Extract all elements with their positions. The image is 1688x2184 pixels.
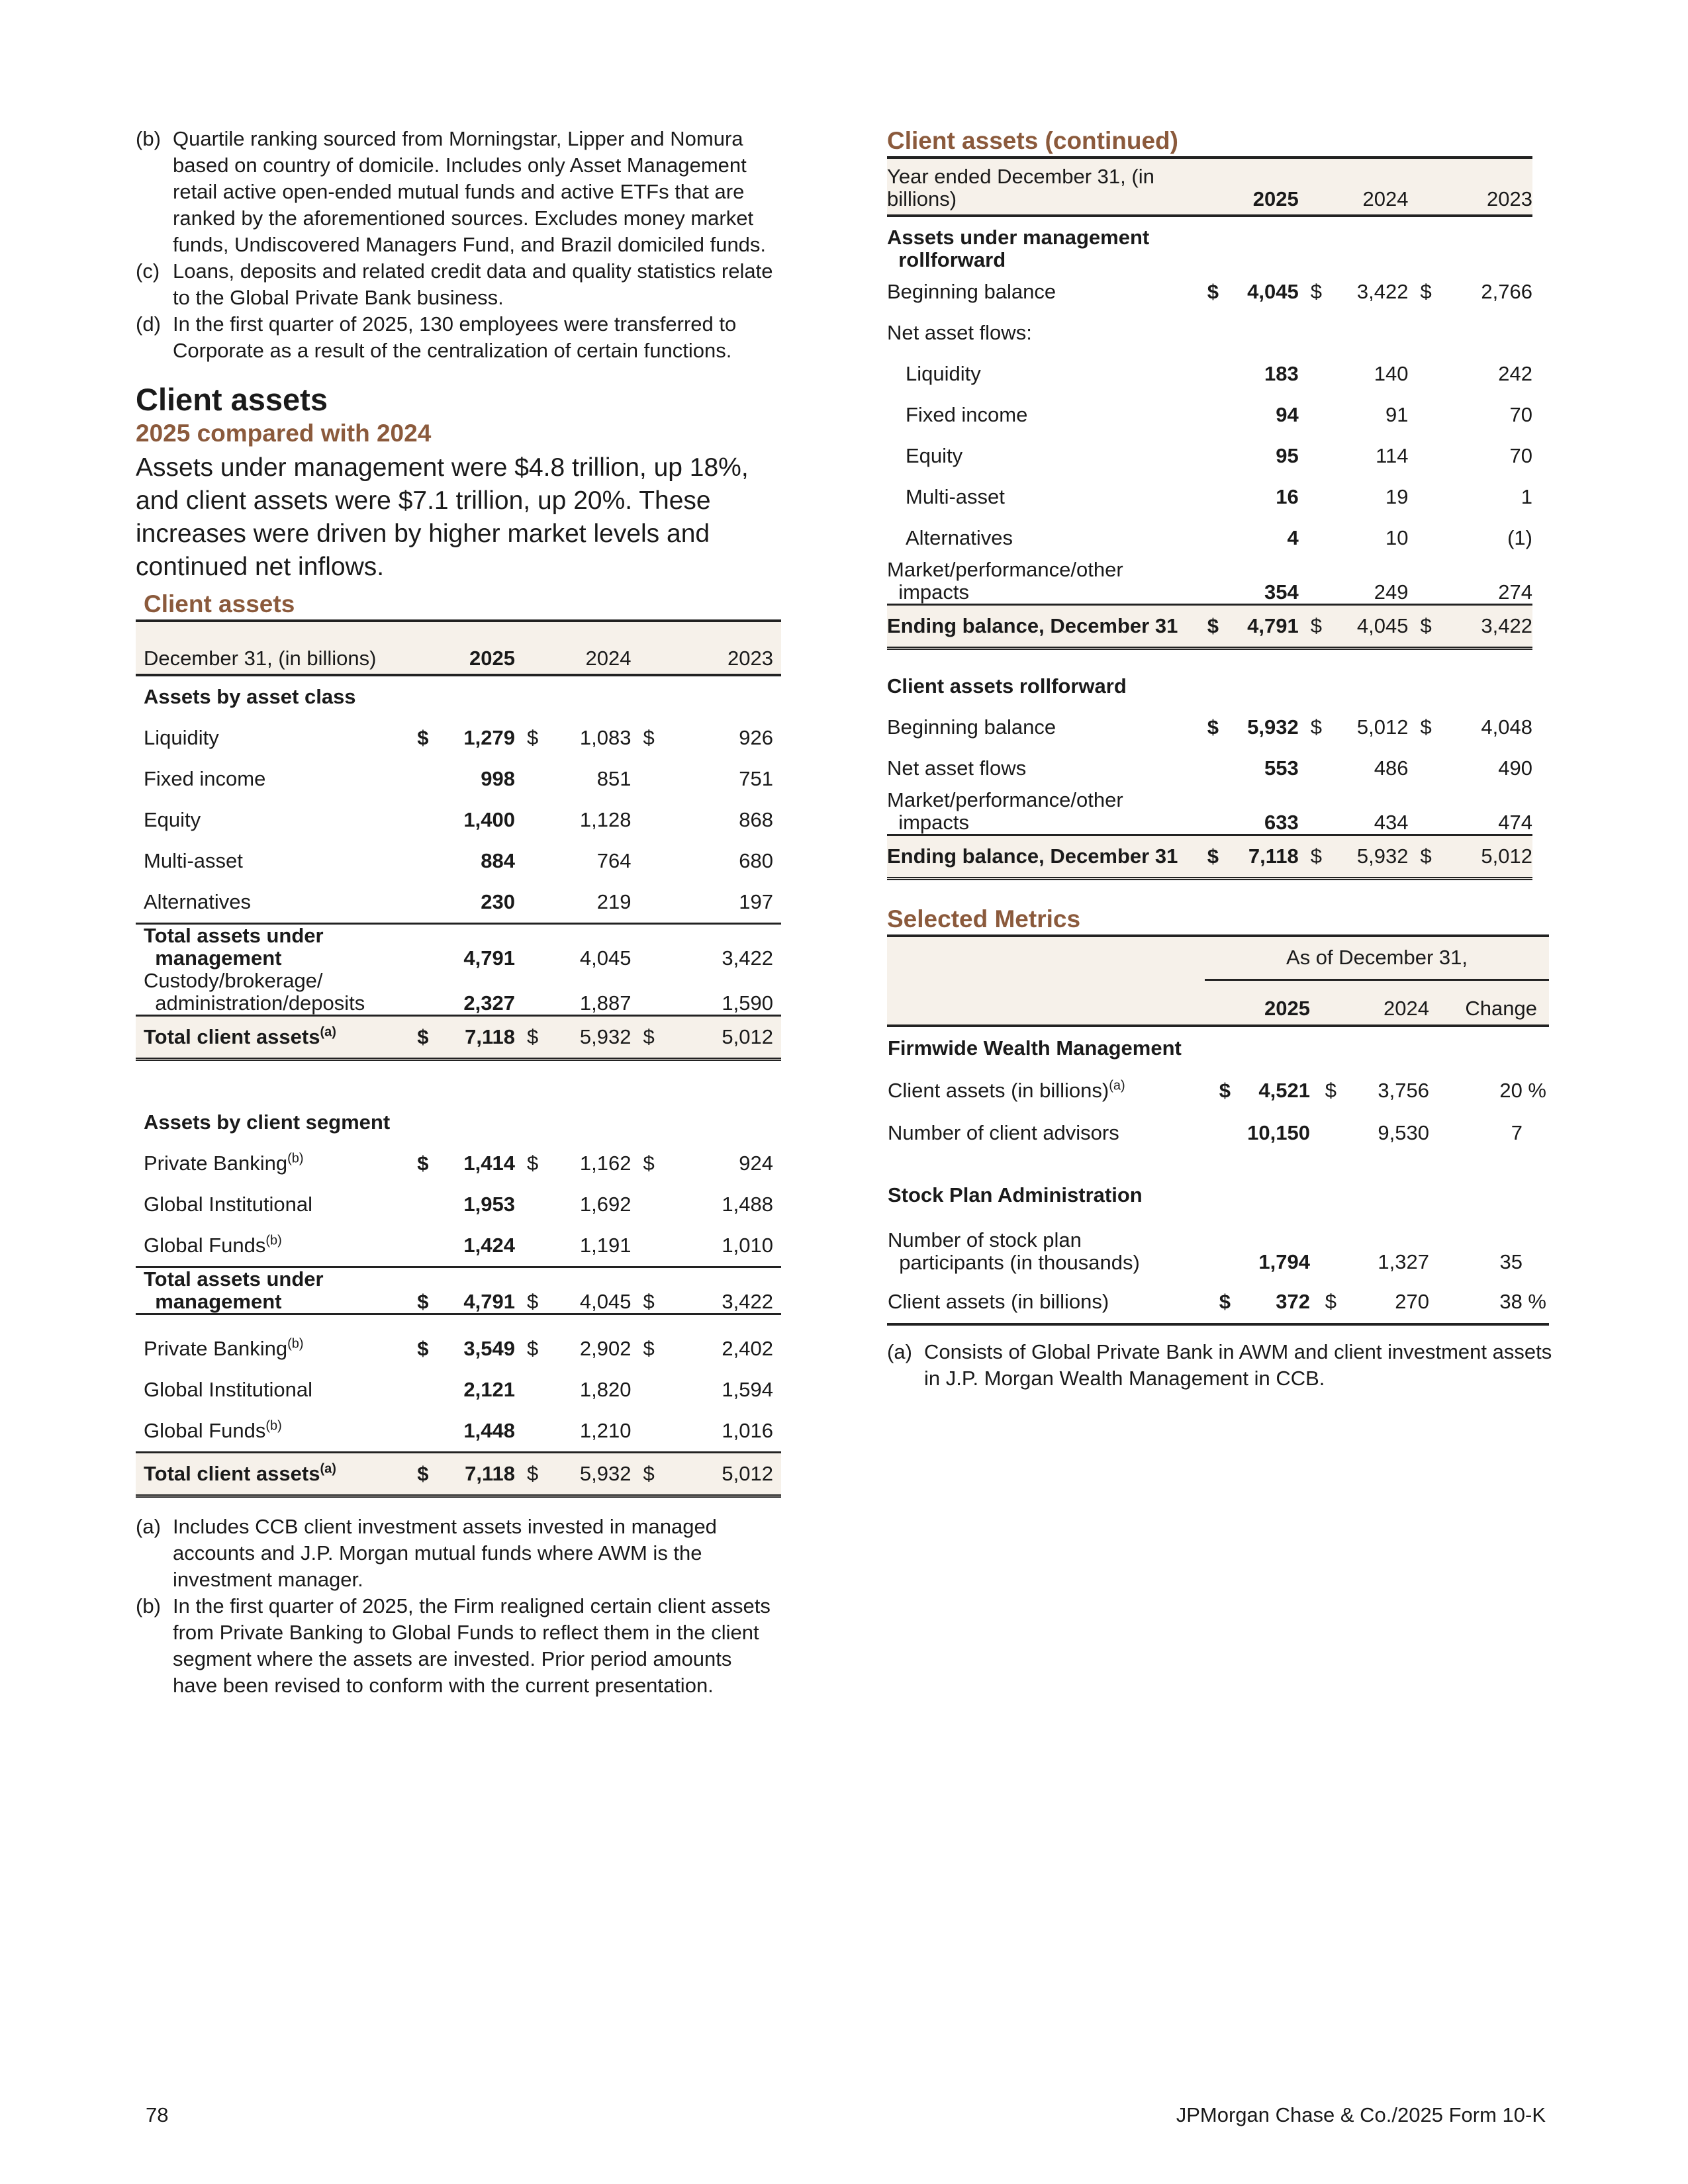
table-header-row [887,936,1549,979]
table-row: Assets by client segment [144,1111,391,1134]
header-label: December 31, (in billions) [136,621,413,675]
table-row: Assets under management rollforward [887,226,1150,271]
table-row: Total assets under management $ 4,791 $ 4,045 $ 3,422 [136,1267,781,1314]
table-row: Equity 95 114 70 [906,444,1532,467]
table-header-row: 2025 2024 Change [887,979,1549,1026]
table-row: Client assets rollforward [887,674,1127,698]
footnote-c: (c) Loans, deposits and related credit data and quality statistics relate to the Global Private Bank business. [136,259,773,309]
table-row: Net asset flows 553 486 490 [887,756,1532,780]
section-body: Assets under management were $4.8 trillion, up 18%, and client assets were $7.1 trillion, up 20%. These increases were driven by higher market levels and continued net inflows. [136,453,749,581]
total-row: Total client assets$^{(a)}$ $ 7,118 $ 5,932 $ 5,012 [136,1016,781,1060]
table-row: Alternatives 4 10 (1) [906,526,1532,549]
table-row: Custody/brokerage/ administration/deposits 2,327 1,887 1,590 [144,969,773,1015]
table-row: Market/performance/other impacts 633 434 474 [887,788,1532,834]
page-number: 78 [146,2103,169,2126]
section-title: Client assets [136,382,328,417]
top-footnotes [136,126,781,364]
footnote-d: (d) In the first quarter of 2025, 130 employees were transferred to Corporate as a result of the centralization of certain functions. [136,312,737,362]
table-row: Market/performance/other impacts 354 249 274 [887,558,1532,604]
selected-metrics-table [887,934,1549,1326]
right-column [887,126,1552,1392]
table-row: Global Funds$^{(b)}$ 1,448 1,210 1,016 [144,1418,773,1442]
table-row: Fixed income 998 851 751 [144,767,773,790]
table-row: Stock Plan Administration [888,1183,1143,1206]
table-header-row [136,621,781,675]
year-header: 2024 [555,621,639,675]
total-row: Ending balance, December 31 $ 4,791 $ 4,045 $ 3,422 [887,605,1532,649]
left-column [136,126,781,1699]
year-header: 2023 [671,621,781,675]
total-row: Total client assets$^{(a)}$ $ 7,118 $ 5,932 $ 5,012 [136,1453,781,1496]
table-row: Liquidity $ 1,279 $ 1,083 $ 926 [144,726,773,749]
span-header: As of December 31, [1205,936,1549,979]
table-row: Assets by asset class [144,685,356,708]
section-subtitle: 2025 compared with 2024 [136,420,432,447]
client-assets-footnotes [136,1514,781,1699]
table-row: Client assets (in billions) $ 372 $ 270 38 % [887,1281,1549,1324]
table-row: Beginning balance $ 5,932 $ 5,012 $ 4,048 [887,715,1532,739]
footnote-b: (b) Quartile ranking sourced from Morningstar, Lipper and Nomura based on country of domicile. Includes only Asset Management retail active open-ended mutual funds and active ETFs that are ranked by the aforementioned sources. Excludes money market funds, Undiscovered Managers Fund, and Brazil domiciled funds. [136,127,767,256]
table-row: Global Funds$^{(b)}$ 1,424 1,191 1,010 [144,1233,773,1257]
selected-metrics-title: Selected Metrics [887,905,1081,933]
table-row: Number of client advisors 10,150 9,530 7 [888,1121,1523,1144]
document-title: JPMorgan Chase & Co./2025 Form 10-K [1176,2103,1546,2126]
table-row: Global Institutional 2,121 1,820 1,594 [144,1378,773,1401]
footnote-b: (b) In the first quarter of 2025, the Firm realigned certain client assets from Private Banking to Global Funds to reflect them in the client segment where the assets are invested. Prior period amounts have been revised to conform with the current presentation. [136,1594,771,1697]
table-row: Global Institutional 1,953 1,692 1,488 [144,1193,773,1216]
table-header-row: Year ended December 31, (in billions) 2025 2024 2023 [887,158,1532,216]
table-row: Equity 1,400 1,128 868 [144,808,773,831]
metrics-footnote-a: (a) Consists of Global Private Bank in AWM and client investment assets in J.P. Morgan Wealth Management in CCB. [887,1340,1552,1390]
table-row: Net asset flows: [887,321,1032,344]
total-row: Ending balance, December 31 $ 7,118 $ 5,932 $ 5,012 [887,835,1532,879]
table-row: Multi-asset 884 764 680 [144,849,773,872]
table-row: Beginning balance $ 4,045 $ 3,422 $ 2,766 [887,280,1532,303]
table-row: Total assets under management 4,791 4,045 3,422 [136,924,781,970]
table-row: Multi-asset 16 19 1 [906,485,1532,508]
client-assets-continued-title: Client assets (continued) [887,127,1178,154]
table-row: Number of stock plan participants (in thousands) 1,794 1,327 35 [888,1228,1523,1274]
table-row: Liquidity 183 140 242 [906,362,1532,385]
table-row: Private Banking$^{(b)}$ $ 3,549 $ 2,902 $ 2,402 [144,1336,773,1360]
table-row: Alternatives 230 219 197 [144,890,773,913]
table-row: Client assets (in billions)$^{(a)}$ $ 4,521 $ 3,756 20 % [888,1078,1546,1102]
table-row: Private Banking$^{(b)}$ $ 1,414 $ 1,162 $ 924 [144,1151,773,1175]
table-row: Fixed income 94 91 70 [906,403,1532,426]
client-assets-table-title: Client assets [144,590,295,617]
footnote-a: (a) Includes CCB client investment assets invested in managed accounts and J.P. Morgan mutual funds where AWM is the investment manager. [136,1515,717,1591]
table-row: Firmwide Wealth Management [888,1036,1182,1060]
client-assets-table [136,619,781,1498]
client-assets-continued-table [887,156,1532,880]
year-header: 2025 [445,621,523,675]
